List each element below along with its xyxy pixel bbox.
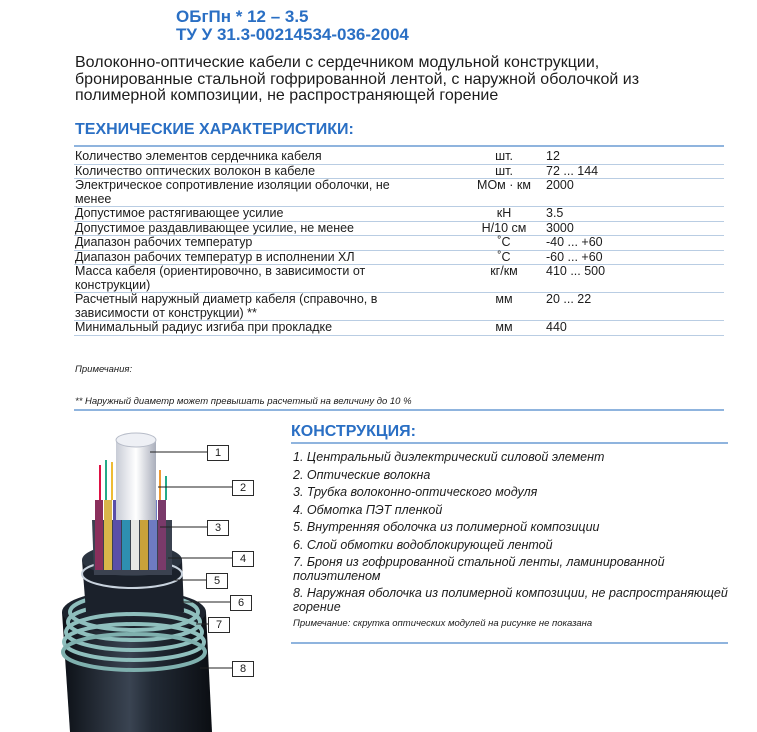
param-unit: Н/10 см bbox=[481, 220, 527, 235]
list-item: 7. Броня из гофрированной стальной ленты, ламинированной полиэтиленом bbox=[293, 555, 665, 583]
description-line: Волоконно-оптические кабели с сердечником модульной конструкции, bbox=[75, 54, 600, 71]
param-value: -40 ... +60 bbox=[546, 235, 603, 249]
callout-label: 4 bbox=[232, 551, 254, 567]
notes-label: Примечания: bbox=[75, 364, 133, 375]
product-title: ОБгПн * 12 – 3.5 bbox=[176, 7, 309, 26]
param-unit: ˚С bbox=[497, 249, 511, 264]
param-value: 440 bbox=[546, 320, 567, 334]
central-strength-member bbox=[116, 433, 156, 520]
param-value: 2000 bbox=[546, 178, 574, 192]
param-name: Количество элементов сердечника кабеля bbox=[75, 149, 322, 163]
param-value: -60 ... +60 bbox=[546, 249, 603, 264]
description-line: бронированные стальной гофрированной лентой, с наружной оболочкой из bbox=[75, 70, 640, 88]
param-name: Диапазон рабочих температур в исполнении ХЛ bbox=[75, 249, 355, 264]
param-name: Количество оптических волокон в кабеле bbox=[75, 163, 316, 178]
callout-label: 5 bbox=[206, 573, 228, 589]
specs-heading: ТЕХНИЧЕСКИЕ ХАРАКТЕРИСТИКИ: bbox=[75, 121, 354, 138]
param-name: Расчетный наружный диаметр кабеля (справочно, в зависимости от конструкции) ** bbox=[75, 292, 378, 320]
list-item: 3. Трубка волоконно-оптического модуля bbox=[293, 485, 538, 499]
param-name: Минимальный радиус изгиба при прокладке bbox=[75, 320, 333, 334]
list-item: 5. Внутренняя оболочка из полимерной композиции bbox=[293, 520, 600, 534]
param-unit: кН bbox=[496, 206, 512, 220]
param-value: 3000 bbox=[546, 220, 574, 235]
list-item: 2. Оптические волокна bbox=[293, 467, 431, 482]
callout-label: 7 bbox=[208, 617, 230, 633]
callout-label: 2 bbox=[232, 480, 254, 496]
param-value: 410 ... 500 bbox=[546, 264, 606, 278]
param-name: Допустимое раздавливающее усилие, не менее bbox=[75, 220, 355, 235]
param-value: 20 ... 22 bbox=[546, 292, 592, 306]
param-name: Диапазон рабочих температур bbox=[75, 235, 253, 249]
param-name: Допустимое растягивающее усилие bbox=[75, 206, 284, 220]
param-name: Масса кабеля (ориентировочно, в зависимости от конструкции) bbox=[75, 264, 366, 292]
param-unit: мм bbox=[495, 320, 513, 334]
callout-label: 6 bbox=[230, 595, 252, 611]
footnote: ** Наружный диаметр может превышать расчетный на величину до 10 % bbox=[75, 396, 412, 407]
callout-label: 1 bbox=[207, 445, 229, 461]
list-item: 6. Слой обмотки водоблокирующей лентой bbox=[293, 537, 553, 552]
list-item: 8. Наружная оболочка из полимерной композиции, не распространяющей горение bbox=[293, 586, 728, 614]
construction-note: Примечание: скрутка оптических модулей на рисунке не показана bbox=[293, 618, 593, 629]
param-value: 72 ... 144 bbox=[546, 163, 599, 178]
param-value: 3.5 bbox=[546, 206, 564, 220]
param-unit: МОм · км bbox=[477, 178, 531, 192]
param-unit: шт. bbox=[495, 163, 513, 178]
callout-label: 8 bbox=[232, 661, 254, 677]
standard-code: ТУ У 31.3-00214534-036-2004 bbox=[176, 25, 409, 44]
callout-label: 3 bbox=[207, 520, 229, 536]
construction-heading: КОНСТРУКЦИЯ: bbox=[291, 423, 416, 440]
param-unit: кг/км bbox=[490, 264, 518, 278]
description-line: полимерной композиции, не распространяющей горение bbox=[75, 87, 499, 104]
list-item: 4. Обмотка ПЭТ пленкой bbox=[293, 502, 443, 517]
param-value: 12 bbox=[546, 149, 560, 163]
list-item: 1. Центральный диэлектрический силовой элемент bbox=[293, 450, 605, 464]
param-unit: мм bbox=[495, 292, 513, 306]
param-unit: шт. bbox=[495, 149, 513, 163]
param-unit: ˚С bbox=[497, 235, 511, 249]
param-name: Электрическое сопротивление изоляции оболочки, не менее bbox=[75, 178, 390, 206]
